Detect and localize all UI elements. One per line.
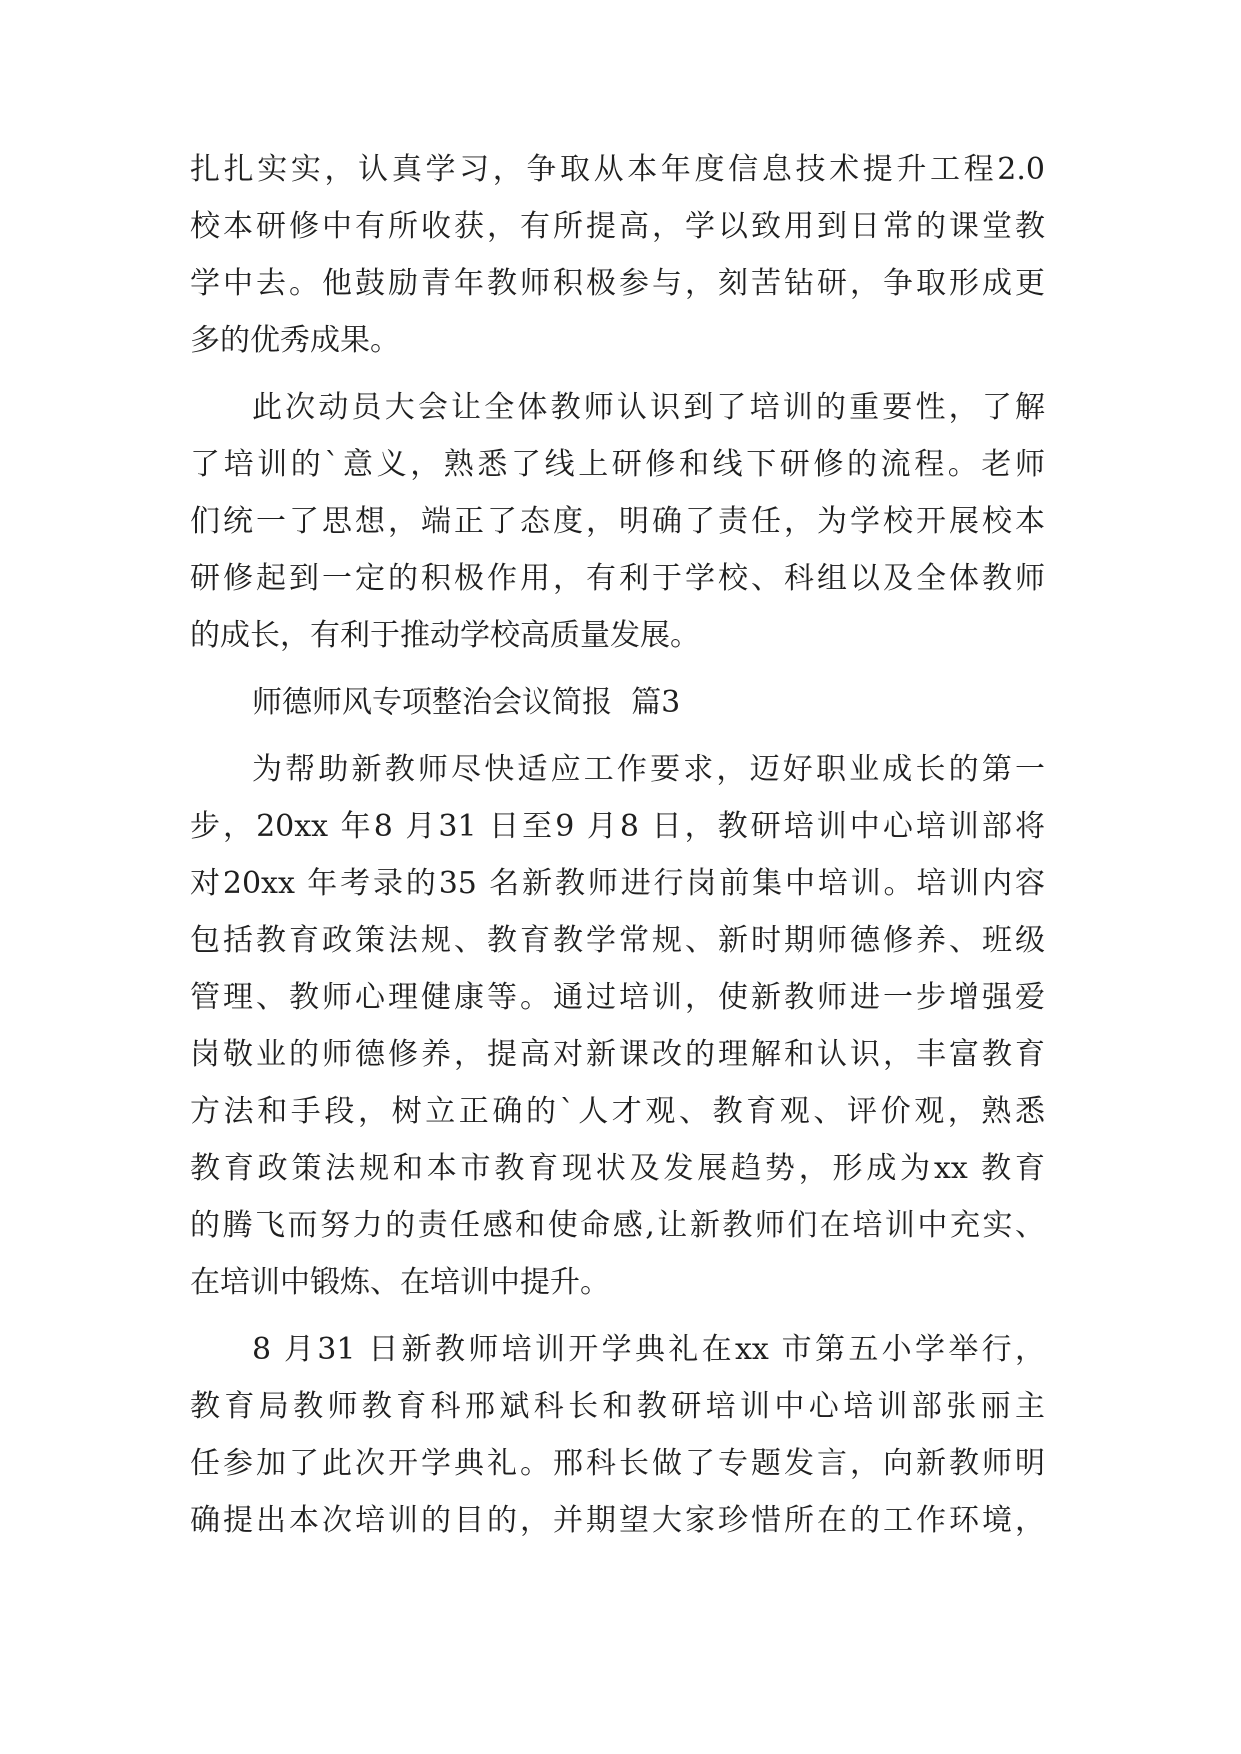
text-line: 多的优秀成果。 — [190, 323, 400, 358]
text-line: 确提出本次培训的目的，并期望大家珍惜所在的工作环境， — [190, 1503, 1045, 1538]
text-line: 此次动员大会让全体教师认识到了培训的重要性，了解 — [252, 390, 1045, 425]
text-line: 在培训中锻炼、在培训中提升。 — [190, 1265, 610, 1300]
text-line: 的成长，有利于推动学校高质量发展。 — [190, 618, 700, 653]
text-line: 研修起到一定的积极作用，有利于学校、科组以及全体教师 — [190, 561, 1045, 596]
text-line: 校本研修中有所收获，有所提高，学以致用到日常的课堂教 — [190, 209, 1045, 244]
text-line: 任参加了此次开学典礼。邢科长做了专题发言，向新教师明 — [190, 1446, 1045, 1481]
text-line: 方法和手段，树立正确的`人才观、教育观、评价观，熟悉 — [190, 1094, 1045, 1129]
text-line: 扎扎实实，认真学习，争取从本年度信息技术提升工程2.0 — [190, 152, 1045, 187]
text-line: 为帮助新教师尽快适应工作要求，迈好职业成长的第一 — [252, 752, 1045, 787]
text-line: 8 月31 日新教师培训开学典礼在xx 市第五小学举行， — [252, 1332, 1045, 1367]
text-line: 对20xx 年考录的35 名新教师进行岗前集中培训。培训内容 — [190, 866, 1045, 901]
text-line: 教育局教师教育科邢斌科长和教研培训中心培训部张丽主 — [190, 1389, 1045, 1424]
text-line: 们统一了思想，端正了态度，明确了责任，为学校开展校本 — [190, 504, 1045, 539]
text-line: 教育政策法规和本市教育现状及发展趋势，形成为xx 教育 — [190, 1151, 1045, 1186]
text-line: 包括教育政策法规、教育教学常规、新时期师德修养、班级 — [190, 923, 1045, 958]
text-line: 管理、教师心理健康等。通过培训，使新教师进一步增强爱 — [190, 980, 1045, 1015]
text-line: 的腾飞而努力的责任感和使命感,让新教师们在培训中充实、 — [190, 1208, 1045, 1243]
text-line: 步，20xx 年8 月31 日至9 月8 日，教研培训中心培训部将 — [190, 809, 1045, 844]
section-heading: 师德师风专项整治会议简报 篇3 — [252, 685, 681, 720]
text-line: 学中去。他鼓励青年教师积极参与，刻苦钻研，争取形成更 — [190, 266, 1045, 301]
text-line: 了培训的`意义，熟悉了线上研修和线下研修的流程。老师 — [190, 447, 1045, 482]
text-line: 岗敬业的师德修养，提高对新课改的理解和认识，丰富教育 — [190, 1037, 1045, 1072]
